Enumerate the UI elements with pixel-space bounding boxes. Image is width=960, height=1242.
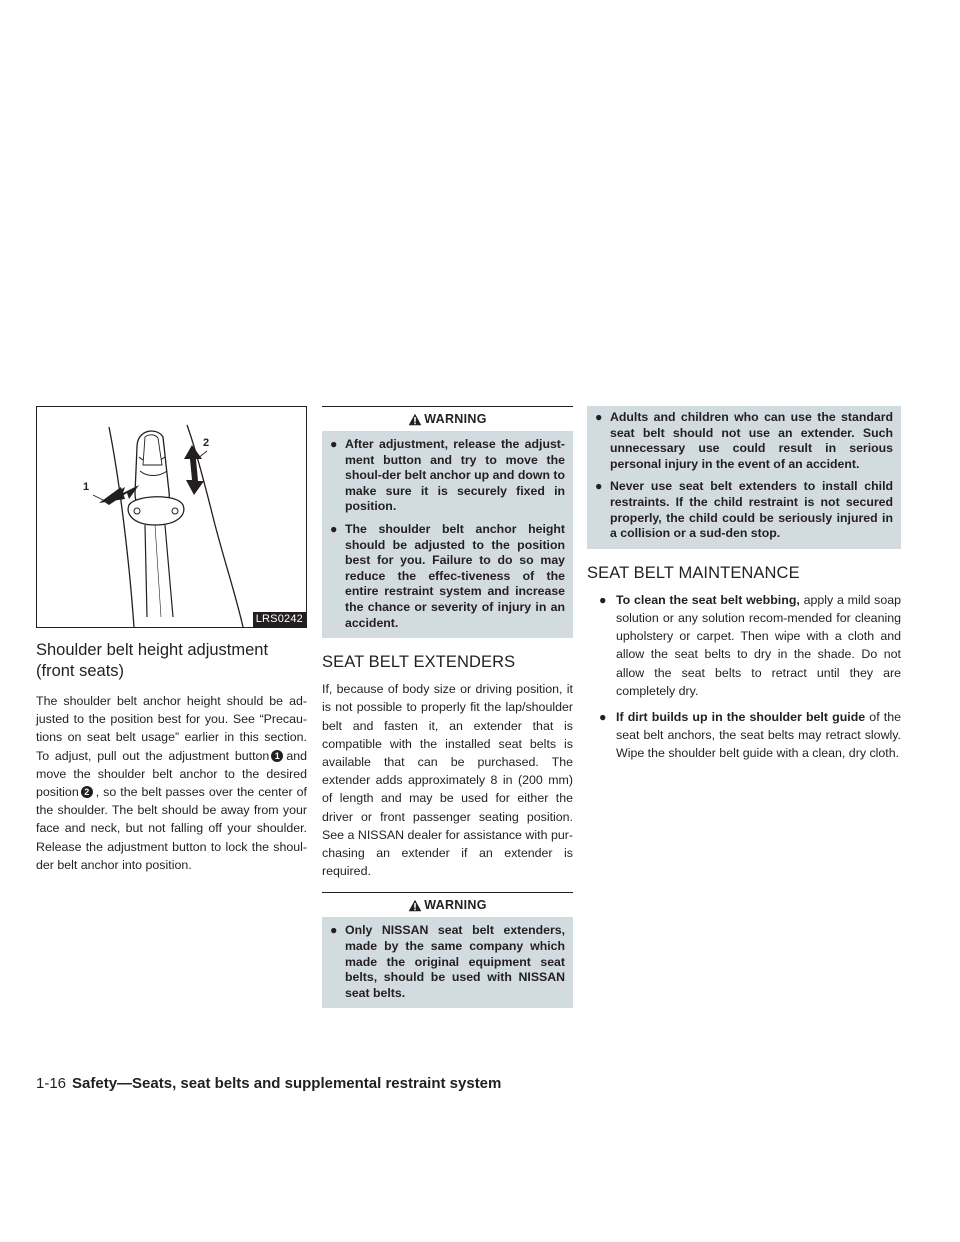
warning-title: WARNING — [424, 412, 487, 426]
seat-belt-figure — [36, 406, 307, 628]
shoulder-belt-paragraph — [36, 692, 307, 874]
subheading-shoulder-belt: Shoulder belt height adjustment (front seats) — [36, 641, 269, 680]
warning-title: WARNING — [424, 898, 487, 913]
bullet: ● — [595, 479, 603, 494]
warning-item — [330, 923, 565, 1001]
list-item-text — [616, 708, 901, 763]
warning-text: The shoulder belt anchor height should be adjusted to the position best for you. Failure to do so may reduce the effec-tiveness of the entire restraint system and increase the chance or severity of injury in an accident. — [345, 521, 565, 630]
warning-box-adjustment — [322, 431, 573, 638]
figure-code: LRS0242 — [253, 612, 306, 627]
list-item-lead: To clean the seat belt webbing, — [616, 592, 800, 607]
warning-text: Never use seat belt extenders to install child restraints. If the child restraint is not secured properly, the child could be seriously injured in a collision or a sud-den stop. — [610, 479, 893, 541]
shoulder-anchor-illustration — [37, 407, 306, 627]
warning-item — [595, 410, 893, 472]
page-footer — [36, 1075, 501, 1093]
para-part-c: , so the belt passes over the center of the shoulder. The belt should be away from your face and neck, but not falling off your shoulder. Release the adjustment button to lock the shoul-der belt anchor into position. — [36, 785, 307, 872]
list-item — [587, 708, 901, 763]
bullet: ● — [330, 923, 338, 938]
list-item-text — [616, 591, 901, 700]
list-item-body: apply a mild soap solution or any solution recom-mended for cleaning upholstery or carpet. Then wipe with a cloth and allow the seat belts to dry in the shade. Do not allow the seat belts to retract until they are completely dry. — [616, 592, 902, 698]
bullet: ● — [599, 592, 607, 607]
warning-header — [322, 406, 573, 431]
section-title-maintenance: SEAT BELT MAINTENANCE — [587, 563, 800, 582]
list-item-body: of the seat belt anchors, the seat belts may retract slowly. Wipe the shoulder belt guide with a clean, dry cloth. — [616, 709, 901, 761]
column-left — [36, 406, 307, 874]
column-middle — [322, 406, 573, 1008]
bullet: ● — [330, 521, 338, 536]
para-part-b: and move the shoulder belt anchor to the desired position — [36, 748, 307, 800]
warning-triangle-icon — [408, 899, 422, 912]
warning-text: Only NISSAN seat belt extenders, made by the same company which made the original equipment seat belts, should be used with NISSAN seat belts. — [345, 923, 565, 1000]
warning-box-extenders — [322, 917, 573, 1008]
column-right — [587, 406, 901, 771]
section-title-extenders: SEAT BELT EXTENDERS — [322, 653, 516, 672]
warning-header — [322, 892, 573, 917]
bullet: ● — [595, 410, 603, 424]
callout-marker-2: 2 — [81, 786, 93, 798]
callout-2-label: 2 — [203, 437, 210, 449]
bullet: ● — [599, 709, 607, 724]
callout-marker-1: 1 — [271, 750, 283, 762]
bullet: ● — [330, 437, 338, 451]
list-item — [587, 591, 901, 700]
warning-text: After adjustment, release the adjust-ment button and try to move the shoul-der belt anchor up and down to make sure it is securely fixed in position. — [345, 437, 565, 514]
extenders-paragraph: If, because of body size or driving position, it is not possible to properly fit the lap/shoulder belt and fasten it, an extender that is compatible with the installed seat belts is available that can be purchased. The extender adds approximately 8 in (200 mm) of length and may be used for either the driver or front passenger seating position. See a NISSAN dealer for assistance with pur-chasing an extender if an extender is required. — [322, 682, 573, 879]
warning-text: Adults and children who can use the standard seat belt should not use an extender. Such unnecessary use could result in serious personal injury in the event of an accident. — [610, 410, 893, 471]
warning-item — [595, 479, 893, 541]
page-number: 1-16 — [36, 1075, 67, 1092]
list-item-lead: If dirt builds up in the shoulder belt guide — [616, 709, 866, 724]
warning-box-continued — [587, 406, 901, 549]
warning-item — [330, 522, 565, 631]
callout-1-label: 1 — [83, 481, 90, 493]
para-part-a: The shoulder belt anchor height should be ad-justed to the position best for you. See “Precau-tions on seat belt usage” earlier in this section. To adjust, pull out the adjustment button — [36, 694, 307, 763]
warning-triangle-icon — [408, 413, 422, 426]
warning-item — [330, 437, 565, 515]
chapter-title: Safety—Seats, seat belts and supplemental restraint system — [72, 1075, 502, 1092]
